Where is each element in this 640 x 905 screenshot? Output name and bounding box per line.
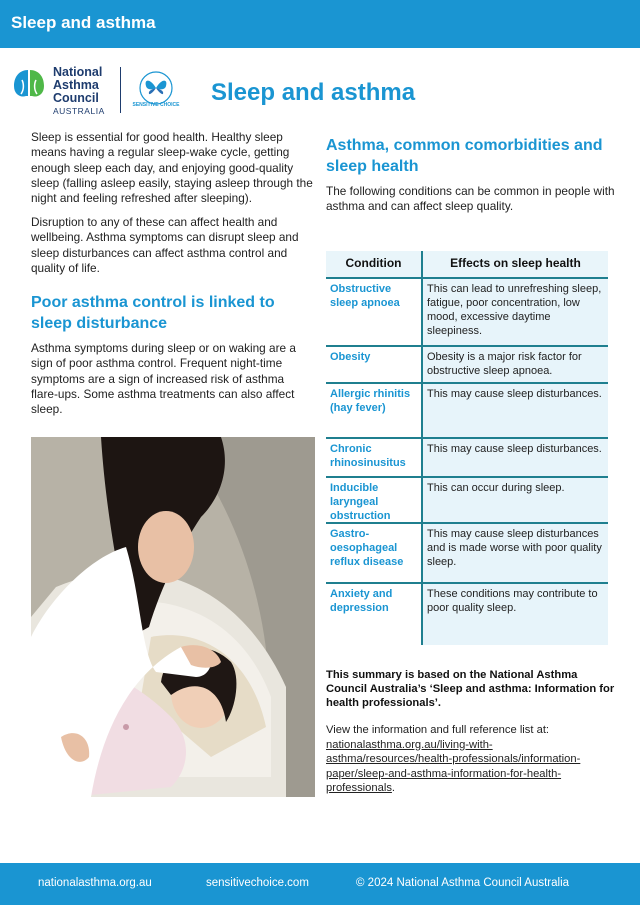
footer-link-nationalasthma[interactable]: nationalasthma.org.au bbox=[38, 877, 152, 889]
effect-cell: Obesity is a major risk factor for obstructive sleep apnoea. bbox=[423, 347, 608, 382]
effect-cell: This may cause sleep disturbances. bbox=[423, 384, 608, 437]
condition-cell: Obesity bbox=[326, 347, 423, 382]
footer-link-sensitivechoice[interactable]: sensitivechoice.com bbox=[206, 877, 309, 889]
table-row bbox=[326, 384, 608, 439]
section-heading-poor-control: Poor asthma control is linked to sleep disturbance bbox=[31, 294, 275, 332]
footer-bar bbox=[0, 863, 640, 905]
effect-cell: These conditions may contribute to poor quality sleep. bbox=[423, 584, 608, 645]
intro-paragraph-2: Disruption to any of these can affect health and wellbeing. Asthma symptoms can disrupt sleep and sleep disturbances can affect asthma control and quality of life. bbox=[31, 215, 299, 275]
mother-and-sleeping-child-photo bbox=[31, 437, 315, 797]
table-row bbox=[326, 524, 608, 584]
banner-title: Sleep and asthma bbox=[11, 13, 156, 32]
condition-cell: Chronic rhinosinusitus bbox=[326, 439, 423, 476]
condition-cell: Allergic rhinitis (hay fever) bbox=[326, 384, 423, 437]
effect-cell: This can lead to unrefreshing sleep, fatigue, poor concentration, low mood, excessive daytime sleepiness. bbox=[423, 279, 608, 345]
top-banner bbox=[0, 0, 640, 48]
table-header-condition: Condition bbox=[326, 251, 423, 277]
table-header-effects: Effects on sleep health bbox=[450, 256, 581, 270]
sensitive-choice-label: SENSITIVE CHOICE bbox=[132, 102, 180, 108]
sensitive-choice-butterfly-icon bbox=[138, 70, 174, 106]
summary-note: This summary is based on the National Asthma Council Australia’s ‘Sleep and asthma: Information for health professionals’. bbox=[326, 669, 615, 709]
reference-intro: View the information and full reference list at: bbox=[326, 724, 550, 736]
national-asthma-council-logo-icon bbox=[12, 66, 46, 100]
footer-copyright: © 2024 National Asthma Council Australia bbox=[356, 877, 570, 889]
section-heading-comorbidities: Asthma, common comorbidities and sleep health bbox=[326, 137, 603, 175]
photo-illustration bbox=[31, 437, 315, 797]
nac-logo-line: National bbox=[53, 65, 103, 79]
section-body-comorbidities: The following conditions can be common in people with asthma and can affect sleep quality. bbox=[326, 184, 615, 214]
nac-logo-line: Asthma bbox=[53, 78, 99, 92]
reference-link[interactable]: nationalasthma.org.au/living-with-asthma/resources/health-professionals/information-paper/sleep-and-asthma-information-for-health-professionals bbox=[326, 738, 581, 794]
nac-logo-text bbox=[53, 66, 105, 118]
effect-cell: This may cause sleep disturbances. bbox=[423, 439, 608, 476]
condition-cell: Inducible laryngeal obstruction bbox=[326, 478, 423, 522]
page-title: Sleep and asthma bbox=[211, 79, 416, 106]
effect-cell: This may cause sleep disturbances and is made worse with poor quality sleep. bbox=[423, 524, 608, 582]
condition-cell: Gastro-oesophageal reflux disease bbox=[326, 524, 423, 582]
effect-cell: This can occur during sleep. bbox=[423, 478, 608, 522]
condition-cell: Obstructive sleep apnoea bbox=[326, 279, 423, 345]
reference-end: . bbox=[391, 782, 396, 794]
intro-paragraph-1: Sleep is essential for good health. Healthy sleep means having a regular sleep-wake cycle, getting enough sleep each day, and enjoying good-quality sleep (falling asleep easily, staying asleep through the night and feeling refreshed after sleeping). bbox=[31, 130, 313, 206]
logo-divider bbox=[120, 67, 121, 113]
nac-logo-line: AUSTRALIA bbox=[53, 106, 105, 116]
table-header-row bbox=[326, 251, 608, 279]
condition-cell: Anxiety and depression bbox=[326, 584, 423, 645]
table-row bbox=[326, 478, 608, 524]
table-row bbox=[326, 347, 608, 384]
table-row bbox=[326, 584, 608, 645]
table-row bbox=[326, 439, 608, 478]
reference-paragraph bbox=[326, 723, 616, 796]
comorbidities-table bbox=[326, 251, 608, 645]
table-row bbox=[326, 279, 608, 347]
section-body-poor-control: Asthma symptoms during sleep or on waking are a sign of poor asthma control. Frequent night-time symptoms are a sign of increased risk of asthma flare-ups. Some asthma treatments can also affect sleep. bbox=[31, 341, 296, 417]
nac-logo-line: Council bbox=[53, 91, 99, 105]
